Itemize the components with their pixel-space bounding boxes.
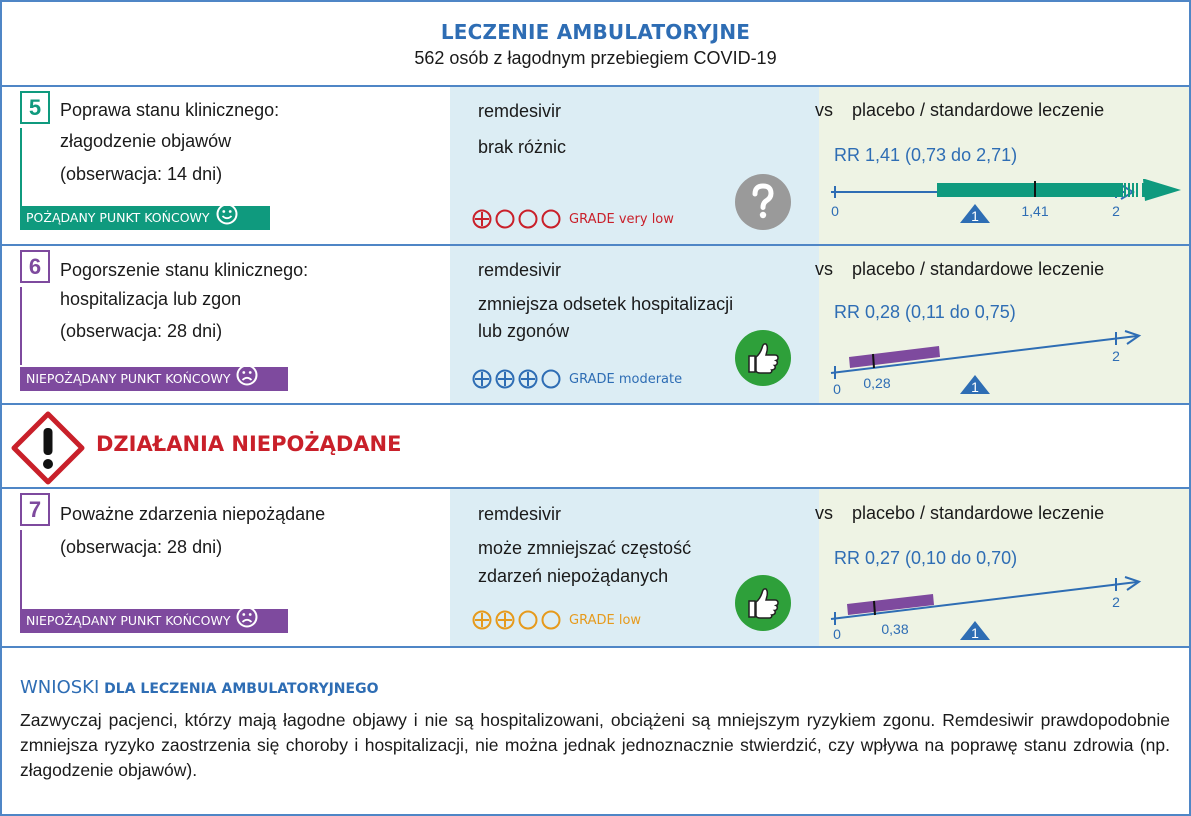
vs-label: vs	[815, 100, 833, 120]
endpoint-label: NIEPOŻĄDANY PUNKT KOŃCOWY	[26, 371, 231, 386]
grade-dots	[472, 209, 561, 229]
outcome-title: hospitalizacja lub zgon	[60, 289, 242, 309]
axis-label-2: 2	[1112, 203, 1120, 219]
point-estimate	[873, 354, 874, 368]
effect-text: może zmniejszać częstość	[478, 538, 692, 558]
page-subtitle: 562 osób z łagodnym przebiegiem COVID-19	[414, 48, 777, 68]
risk-ratio: RR 0,27 (0,10 do 0,70)	[834, 548, 1018, 568]
forest-plot	[825, 572, 1189, 646]
outcome-followup: (obserwacja: 28 dni)	[60, 321, 223, 341]
effect-text: zdarzeń niepożądanych	[478, 566, 669, 586]
grade-label: GRADE low	[569, 612, 642, 628]
conclusions-title	[20, 677, 378, 698]
smile-face-icon	[216, 203, 238, 233]
endpoint-badge	[20, 367, 288, 391]
conclusions-text: Zazwyczaj pacjenci, którzy mają łagodne objawy i nie są hospitalizowani, obciążeni są mniejszym ryzykiem zgonu. Remdesiwir prawdopodobnie zmniejsza ryzyko zaostrzenia się choroby i hospitalizacji, nie można jednak jednoznacznie stwierdzić, czy wpływa na poprawę stanu zdrowia (np. złagodzenie objawów).	[20, 710, 1170, 780]
outcome-number: 6	[20, 250, 50, 283]
grade-dots	[472, 369, 561, 389]
comparator-label: placebo / standardowe leczenie	[852, 100, 1105, 120]
vs-label: vs	[815, 259, 833, 279]
adverse-effects-title: DZIAŁANIA NIEPOŻĄDANE	[96, 432, 402, 456]
estimate-label: 0,28	[863, 375, 891, 391]
outcome-bar	[20, 287, 22, 365]
axis-label-2: 2	[1112, 348, 1120, 364]
outcome-title: Poważne zdarzenia niepożądane	[60, 504, 326, 524]
divider	[0, 646, 1191, 648]
estimate-label: 0,38	[881, 621, 909, 637]
axis-label-0: 0	[833, 626, 841, 642]
outcome-followup: (obserwacja: 28 dni)	[60, 537, 223, 557]
axis-label-0: 0	[831, 203, 839, 219]
grade-rating	[472, 209, 674, 229]
comparator-label: placebo / standardowe leczenie	[852, 503, 1105, 523]
estimate-label: 1,41	[1021, 203, 1049, 219]
grade-dots	[472, 610, 561, 630]
divider	[0, 403, 1191, 405]
intervention-name: remdesivir	[478, 101, 562, 121]
reference-label: 1	[971, 625, 979, 641]
sad-face-icon	[236, 364, 258, 394]
risk-ratio: RR 0,28 (0,11 do 0,75)	[834, 302, 1016, 322]
outcome-followup: (obserwacja: 14 dni)	[60, 164, 223, 184]
outcome-row-7	[2, 489, 1189, 646]
effect-text: zmniejsza odsetek hospitalizacji	[478, 294, 734, 314]
vs-label: vs	[815, 503, 833, 523]
outcome-title: złagodzenie objawów	[60, 131, 232, 151]
outcome-number: 5	[20, 91, 50, 124]
endpoint-badge	[20, 609, 288, 633]
reference-label: 1	[971, 208, 979, 224]
grade-rating	[472, 369, 682, 389]
reference-label: 1	[971, 379, 979, 395]
page-title: LECZENIE AMBULATORYJNE	[440, 20, 751, 44]
outcome-number: 7	[20, 493, 50, 526]
ci-bar	[937, 183, 1123, 197]
point-estimate	[874, 601, 875, 615]
conclusions-title-sub: DLA LECZENIA AMBULATORYJNEGO	[99, 681, 379, 697]
ci-arrow	[1143, 179, 1181, 201]
outcome-bar	[20, 128, 22, 206]
question-icon	[735, 174, 791, 230]
axis-label-2: 2	[1112, 594, 1120, 610]
grade-label: GRADE moderate	[569, 371, 683, 387]
forest-plot	[825, 326, 1189, 401]
outcome-bar	[20, 530, 22, 610]
grade-rating	[472, 610, 641, 630]
warning-icon	[11, 411, 85, 490]
effect-text: brak różnic	[478, 137, 567, 157]
endpoint-badge	[20, 206, 270, 230]
sad-face-icon	[236, 606, 258, 636]
axis-label-0: 0	[833, 381, 841, 397]
outcome-title: Poprawa stanu klinicznego:	[60, 100, 280, 120]
endpoint-label: POŻĄDANY PUNKT KOŃCOWY	[26, 210, 210, 225]
outcome-title: Pogorszenie stanu klinicznego:	[60, 260, 309, 280]
risk-ratio: RR 1,41 (0,73 do 2,71)	[834, 145, 1018, 165]
effect-text: lub zgonów	[478, 321, 570, 341]
intervention-name: remdesivir	[478, 504, 562, 524]
forest-plot	[825, 171, 1189, 239]
thumbs-up-icon	[735, 575, 791, 631]
intervention-name: remdesivir	[478, 260, 562, 280]
outcome-row-5	[2, 87, 1189, 244]
endpoint-label: NIEPOŻĄDANY PUNKT KOŃCOWY	[26, 613, 231, 628]
grade-label: GRADE very low	[569, 211, 674, 227]
comparator-label: placebo / standardowe leczenie	[852, 259, 1105, 279]
conclusions-title-main: WNIOSKI	[20, 677, 100, 698]
outcome-row-6	[2, 246, 1189, 403]
thumbs-up-icon	[735, 330, 791, 386]
